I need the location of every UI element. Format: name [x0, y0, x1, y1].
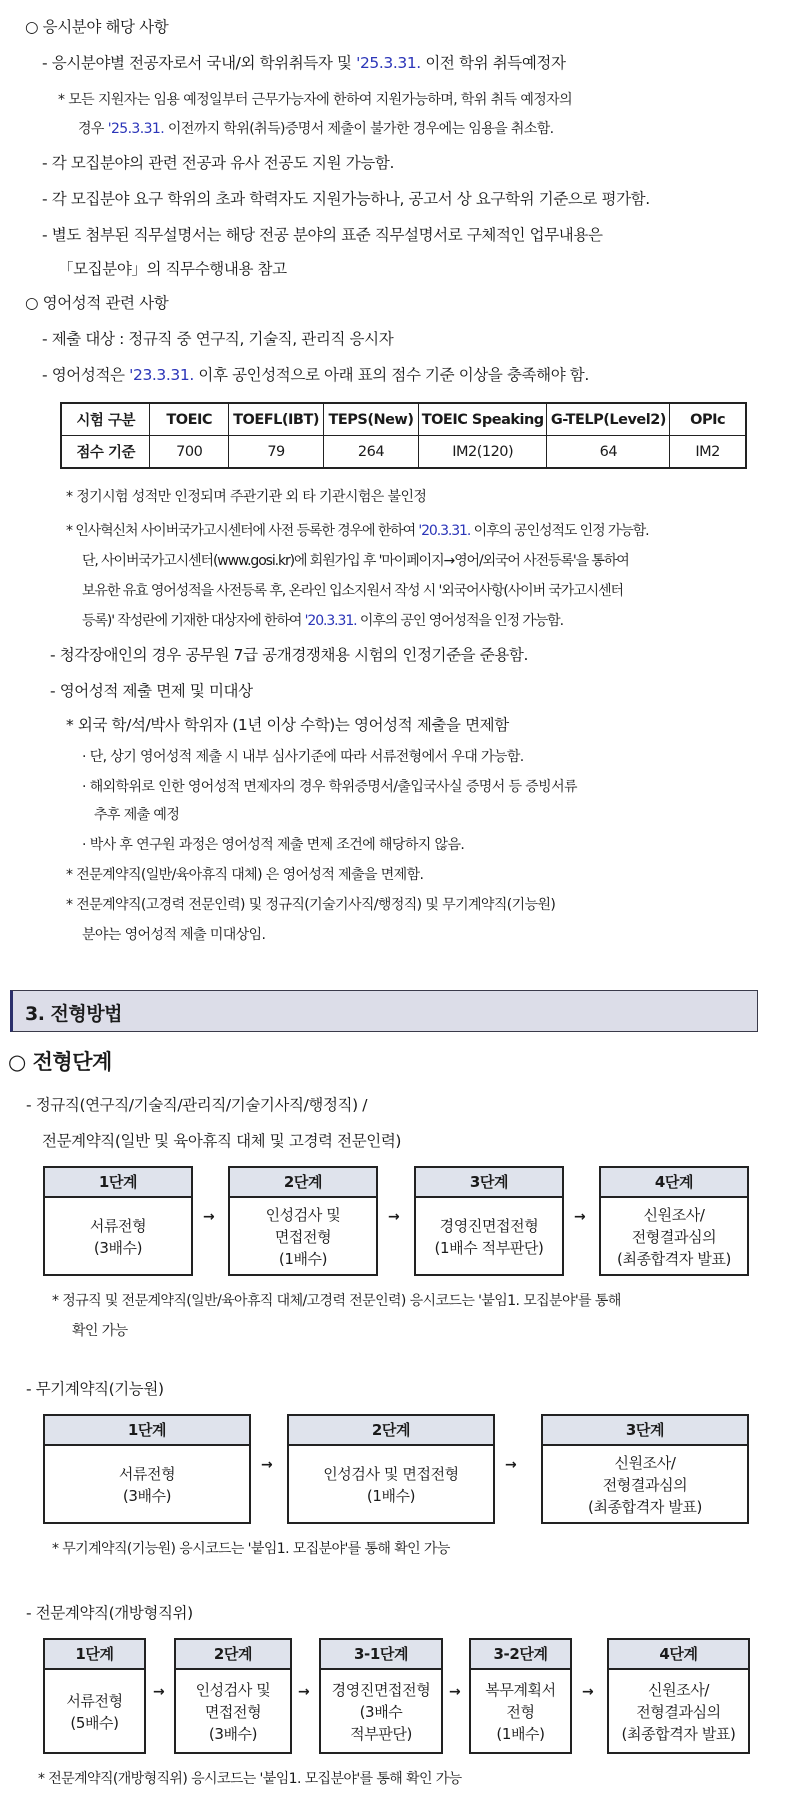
- section-3-header: [10, 990, 758, 1032]
- stage-line: 전형결과심의: [602, 1476, 688, 1494]
- stage-line: (최종합격자 발표): [588, 1498, 702, 1516]
- stage-line: (3배수): [122, 1487, 172, 1505]
- score-table-row: [61, 436, 746, 469]
- group2-stage-2: [287, 1414, 495, 1524]
- stage-line: 서류전형: [66, 1692, 123, 1710]
- stage-head: 3-2단계: [471, 1640, 570, 1670]
- arrow-icon: →: [449, 1684, 461, 1700]
- stage-head: 3단계: [416, 1168, 562, 1198]
- stage-line: 전형결과심의: [631, 1228, 717, 1246]
- english-exempt-1b: · 해외학위로 인한 영어성적 면제자의 경우 학위증명서/출입국사실 증명서 등 증빙서류: [82, 779, 577, 795]
- stage-title: ○ 전형단계: [8, 1050, 112, 1074]
- stage-head: 1단계: [45, 1640, 144, 1670]
- stage-line: 신원조사/: [647, 1681, 709, 1699]
- stage-head: 2단계: [230, 1168, 376, 1198]
- eligibility-title: ○ 응시분야 해당 사항: [25, 18, 169, 36]
- stage-line: (1배수): [366, 1487, 416, 1505]
- score-cell: IM2(120): [418, 436, 547, 469]
- eligibility-item-3: - 각 모집분야 요구 학위의 초과 학력자도 지원가능하나, 공고서 상 요구학위 기준으로 평가함.: [42, 190, 650, 208]
- english-note-5: 등록)' 작성란에 기재한 대상자에 한하여 '20.3.31. 이후의 공인 영어성적을 인정 가능함.: [82, 613, 563, 629]
- stage-head: 3단계: [543, 1416, 747, 1446]
- english-target: - 제출 대상 : 정규직 중 연구직, 기술직, 관리직 응시자: [42, 330, 394, 348]
- stage-head: 4단계: [601, 1168, 747, 1198]
- arrow-icon: →: [574, 1209, 586, 1225]
- stage-line: (최종합격자 발표): [617, 1250, 731, 1268]
- stage-line: 면접전형: [274, 1228, 332, 1246]
- score-cell: 64: [547, 436, 670, 469]
- score-header-cell: TOEIC: [150, 403, 229, 436]
- group1-stage-2: [228, 1166, 378, 1276]
- stage-head: 2단계: [289, 1416, 493, 1446]
- score-header-cell: TEPS(New): [324, 403, 419, 436]
- stage-head: 1단계: [45, 1168, 191, 1198]
- stage-line: 전형: [506, 1703, 535, 1721]
- group1-stage-4: [599, 1166, 749, 1276]
- stage-line: (최종합격자 발표): [621, 1725, 736, 1743]
- stage-line: (1배수): [496, 1725, 545, 1743]
- english-exempt-2: * 전문계약직(일반/육아휴직 대체) 은 영어성적 제출을 면제함.: [66, 867, 424, 883]
- score-header-cell: TOEIC Speaking: [418, 403, 547, 436]
- group3-note: * 전문계약직(개방형직위) 응시코드는 '붙임1. 모집분야'를 통해 확인 가능: [38, 1771, 462, 1787]
- stage-line: 서류전형: [118, 1465, 176, 1483]
- english-exempt-1a: · 단, 상기 영어성적 제출 시 내부 심사기준에 따라 서류전형에서 우대 가능함.: [82, 749, 524, 765]
- stage-line: 인성검사 및 면접전형: [323, 1465, 459, 1483]
- eligibility-item-2: - 각 모집분야의 관련 전공과 유사 전공도 지원 가능함.: [42, 154, 394, 172]
- stage-line: (3배수): [93, 1239, 143, 1257]
- stage-line: (1배수): [278, 1250, 328, 1268]
- score-header-cell: TOEFL(IBT): [229, 403, 324, 436]
- group1-label-1: - 정규직(연구직/기술직/관리직/기술기사직/행정직) /: [26, 1096, 368, 1114]
- score-table-header-row: [61, 403, 746, 436]
- english-score-requirement: - 영어성적은 '23.3.31. 이후 공인성적으로 아래 표의 점수 기준 이상을 충족해야 함.: [42, 366, 589, 384]
- score-header-cell: 시험 구분: [61, 403, 150, 436]
- group1-note-1: * 정규직 및 전문계약직(일반/육아휴직 대체/고경력 전문인력) 응시코드는 '붙임1. 모집분야'를 통해: [52, 1293, 621, 1309]
- arrow-icon: →: [153, 1684, 165, 1700]
- english-hearing-impaired: - 청각장애인의 경우 공무원 7급 공개경쟁채용 시험의 인정기준을 준용함.: [50, 646, 529, 664]
- score-cell: IM2: [670, 436, 746, 469]
- stage-line: (5배수): [70, 1714, 119, 1732]
- stage-line: 경영진면접전형: [331, 1681, 431, 1699]
- english-exempt-1c: · 박사 후 연구원 과정은 영어성적 제출 면제 조건에 해당하지 않음.: [82, 837, 465, 853]
- stage-line: (3배수): [208, 1725, 258, 1743]
- eligibility-item-4-cont: 「모집분야」의 직무수행내용 참고: [58, 260, 287, 278]
- stage-head: 3-1단계: [321, 1640, 441, 1670]
- score-cell: 79: [229, 436, 324, 469]
- english-exempt-1b-cont: 추후 제출 예정: [94, 807, 180, 823]
- group3-stage-1: [43, 1638, 146, 1754]
- english-exempt-title: - 영어성적 제출 면제 및 미대상: [50, 682, 253, 700]
- english-exempt-3-cont: 분야는 영어성적 제출 미대상임.: [82, 927, 266, 943]
- group3-stage-4: [469, 1638, 572, 1754]
- stage-line: 서류전형: [89, 1217, 147, 1235]
- stage-line: 면접전형: [204, 1703, 262, 1721]
- stage-line: 인성검사 및: [195, 1681, 271, 1699]
- group2-stage-3: [541, 1414, 749, 1524]
- stage-head: 4단계: [609, 1640, 748, 1670]
- stage-line: 신원조사/: [643, 1206, 705, 1224]
- english-note-3: 단, 사이버국가고시센터(www.gosi.kr)에 회원가입 후 '마이페이지→영어/외국어 사전등록'을 통하여: [82, 553, 629, 569]
- eligibility-item-4: - 별도 첨부된 직무설명서는 해당 전공 분야의 표준 직무설명서로 구체적인 업무내용은: [42, 226, 603, 244]
- stage-line: 인성검사 및: [265, 1206, 341, 1224]
- stage-head: 2단계: [176, 1640, 290, 1670]
- stage-line: 전형결과심의: [636, 1703, 721, 1721]
- group3-stage-5: [607, 1638, 750, 1754]
- eligibility-item-1: - 응시분야별 전공자로서 국내/외 학위취득자 및 '25.3.31. 이전 학위 취득예정자: [42, 54, 566, 72]
- stage-head: 1단계: [45, 1416, 249, 1446]
- group1-stage-3: [414, 1166, 564, 1276]
- english-title: ○ 영어성적 관련 사항: [25, 294, 169, 312]
- eligibility-note-1: * 모든 지원자는 임용 예정일부터 근무가능자에 한하여 지원가능하며, 학위 취득 예정자의: [58, 92, 573, 108]
- english-score-table: [60, 402, 747, 469]
- stage-line: 신원조사/: [614, 1454, 676, 1472]
- score-cell: 264: [324, 436, 419, 469]
- score-header-cell: OPIc: [670, 403, 746, 436]
- stage-line: (3배수: [359, 1703, 403, 1721]
- arrow-icon: →: [582, 1684, 594, 1700]
- arrow-icon: →: [203, 1209, 215, 1225]
- stage-line: 적부판단): [350, 1725, 412, 1743]
- stage-line: 복무계획서: [485, 1681, 556, 1699]
- group1-note-2: 확인 가능: [72, 1323, 128, 1339]
- eligibility-note-2: 경우 '25.3.31. 이전까지 학위(취득)증명서 제출이 불가한 경우에는 임용을 취소함.: [78, 121, 554, 137]
- group2-note: * 무기계약직(기능원) 응시코드는 '붙임1. 모집분야'를 통해 확인 가능: [52, 1541, 450, 1557]
- group2-label: - 무기계약직(기능원): [26, 1380, 164, 1398]
- english-note-1: * 정기시험 성적만 인정되며 주관기관 외 타 기관시험은 불인정: [66, 489, 427, 505]
- group1-label-2: 전문계약직(일반 및 육아휴직 대체 및 고경력 전문인력): [42, 1132, 402, 1150]
- group3-stage-3: [319, 1638, 443, 1754]
- english-note-4: 보유한 유효 영어성적을 사전등록 후, 온라인 입소지원서 작성 시 '외국어사항(사이버 국가고시센터: [82, 583, 623, 599]
- stage-line: (1배수 적부판단): [434, 1239, 544, 1257]
- score-cell: 700: [150, 436, 229, 469]
- group3-stage-2: [174, 1638, 292, 1754]
- english-exempt-3: * 전문계약직(고경력 전문인력) 및 정규직(기술기사직/행정직) 및 무기계약직(기능원): [66, 897, 556, 913]
- english-exempt-1: * 외국 학/석/박사 학위자 (1년 이상 수학)는 영어성적 제출을 면제함: [66, 716, 509, 734]
- english-note-2: * 인사혁신처 사이버국가고시센터에 사전 등록한 경우에 한하여 '20.3.31. 이후의 공인성적도 인정 가능함.: [66, 523, 649, 539]
- section-3-title: 3. 전형방법: [25, 1003, 122, 1025]
- stage-line: 경영진면접전형: [439, 1217, 539, 1235]
- arrow-icon: →: [298, 1684, 310, 1700]
- score-cell: 점수 기준: [61, 436, 150, 469]
- group3-label: - 전문계약직(개방형직위): [26, 1604, 193, 1622]
- arrow-icon: →: [388, 1209, 400, 1225]
- arrow-icon: →: [505, 1457, 517, 1473]
- group2-stage-1: [43, 1414, 251, 1524]
- arrow-icon: →: [261, 1457, 273, 1473]
- score-header-cell: G-TELP(Level2): [547, 403, 670, 436]
- group1-stage-1: [43, 1166, 193, 1276]
